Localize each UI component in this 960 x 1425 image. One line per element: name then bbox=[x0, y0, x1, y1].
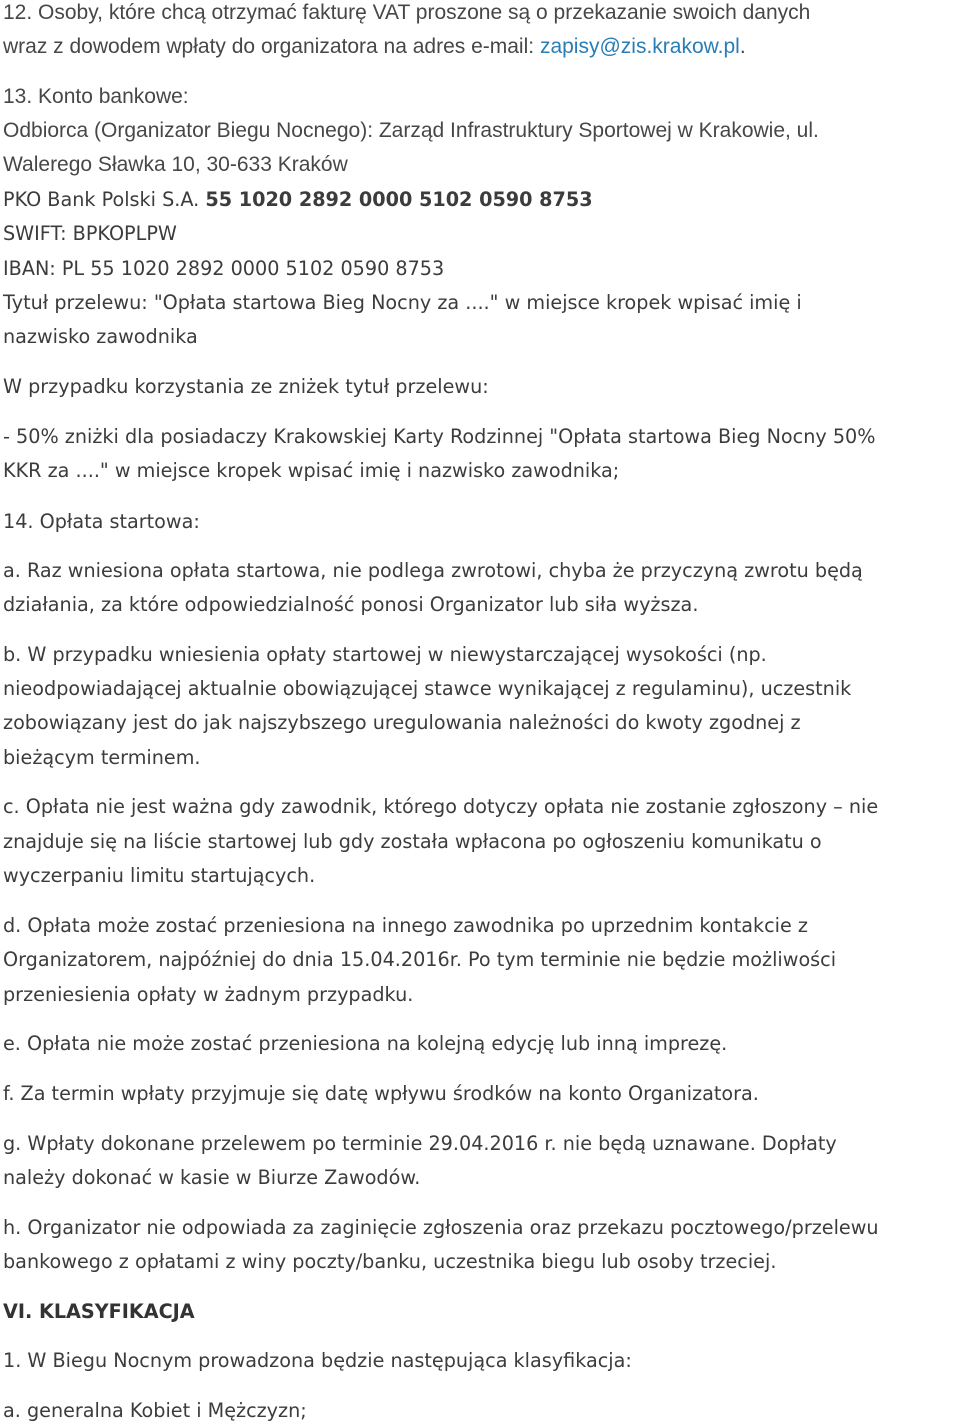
section-heading: VI. KLASYFIKACJA bbox=[3, 1300, 195, 1323]
p14-c-line2: znajduje się na liście startowej lub gdy została wpłacona po ogłoszeniu komunikatu o bbox=[3, 830, 822, 853]
p14-b-line2: nieodpowiadającej aktualnie obowiązującej stawce wynikającej z regulaminu), uczestnik bbox=[3, 677, 852, 700]
bank-name: PKO Bank Polski S.A. bbox=[3, 188, 200, 211]
p14-d-line1: d. Opłata może zostać przeniesiona na innego zawodnika po uprzednim kontakcie z bbox=[3, 914, 808, 937]
p14-a-line2: działania, za które odpowiedzialność ponosi Organizator lub siła wyższa. bbox=[3, 593, 699, 616]
recipient-line1: Odbiorca (Organizator Biegu Nocnego): Zarząd Infrastruktury Sportowej w Krakowie, ul. bbox=[3, 119, 819, 142]
p14-c-line3: wyczerpaniu limitu startujących. bbox=[3, 864, 316, 887]
p14-f-line1: f. Za termin wpłaty przyjmuje się datę wpływu środków na konto Organizatora. bbox=[3, 1082, 759, 1105]
recipient-line2: Walerego Sławka 10, 30-633 Kraków bbox=[3, 153, 348, 176]
classification-item1: 1. W Biegu Nocnym prowadzona będzie następująca klasyfikacja: bbox=[3, 1349, 632, 1372]
p14-d-line3: przeniesienia opłaty w żadnym przypadku. bbox=[3, 983, 414, 1006]
p14-g-line1: g. Wpłaty dokonane przelewem po terminie 29.04.2016 r. nie będą uznawane. Dopłaty bbox=[3, 1132, 837, 1155]
p14-a-line1: a. Raz wniesiona opłata startowa, nie podlega zwrotowi, chyba że przyczyną zwrotu będą bbox=[3, 559, 863, 582]
account-number: 55 1020 2892 0000 5102 0590 8753 bbox=[205, 188, 593, 211]
p14-e-line1: e. Opłata nie może zostać przeniesiona na kolejną edycję lub inną imprezę. bbox=[3, 1032, 728, 1055]
p13-title: 13. Konto bankowe: bbox=[3, 85, 189, 108]
p14-b-line1: b. W przypadku wniesienia opłaty startowej w niewystarczającej wysokości (np. bbox=[3, 643, 767, 666]
p14-b-line4: bieżącym terminem. bbox=[3, 746, 201, 769]
discount-line1: - 50% zniżki dla posiadaczy Krakowskiej Karty Rodzinnej "Opłata startowa Bieg Nocny 50% bbox=[3, 425, 876, 448]
discount-line2: KKR za ...." w miejsce kropek wpisać imię i nazwisko zawodnika; bbox=[3, 459, 620, 482]
p14-title: 14. Opłata startowa: bbox=[3, 510, 200, 533]
p14-h-line2: bankowego z opłatami z winy poczty/banku, uczestnika biegu lub osoby trzeciej. bbox=[3, 1250, 777, 1273]
p14-c-line1: c. Opłata nie jest ważna gdy zawodnik, którego dotyczy opłata nie zostanie zgłoszony – nie bbox=[3, 795, 879, 818]
bank-line bbox=[3, 187, 593, 213]
p14-d-line2: Organizatorem, najpóźniej do dnia 15.04.2016r. Po tym terminie nie będzie możliwości bbox=[3, 948, 837, 971]
p14-h-line1: h. Organizator nie odpowiada za zaginięcie zgłoszenia oraz przekazu pocztowego/przelewu bbox=[3, 1216, 879, 1239]
discount-intro: W przypadku korzystania ze zniżek tytuł przelewu: bbox=[3, 375, 489, 398]
p14-b-line3: zobowiązany jest do jak najszybszego uregulowania należności do kwoty zgodnej z bbox=[3, 711, 801, 734]
p12-line2-prefix: wraz z dowodem wpłaty do organizatora na adres e-mail: bbox=[3, 35, 540, 58]
email-link[interactable]: zapisy@zis.krakow.pl bbox=[539, 35, 740, 58]
iban-number: IBAN: PL 55 1020 2892 0000 5102 0590 8753 bbox=[3, 257, 445, 280]
classification-item-a: a. generalna Kobiet i Mężczyzn; bbox=[3, 1399, 307, 1422]
p14-g-line2: należy dokonać w kasie w Biurze Zawodów. bbox=[3, 1166, 421, 1189]
p12-line2 bbox=[3, 34, 746, 60]
transfer-title-line2: nazwisko zawodnika bbox=[3, 325, 198, 348]
transfer-title-line1: Tytuł przelewu: "Opłata startowa Bieg Nocny za ...." w miejsce kropek wpisać imię i bbox=[3, 291, 802, 314]
p12-line1: 12. Osoby, które chcą otrzymać fakturę VAT proszone są o przekazanie swoich danych bbox=[3, 1, 811, 24]
p12-line2-suffix: . bbox=[739, 35, 746, 58]
swift-code: SWIFT: BPKOPLPW bbox=[3, 222, 177, 245]
